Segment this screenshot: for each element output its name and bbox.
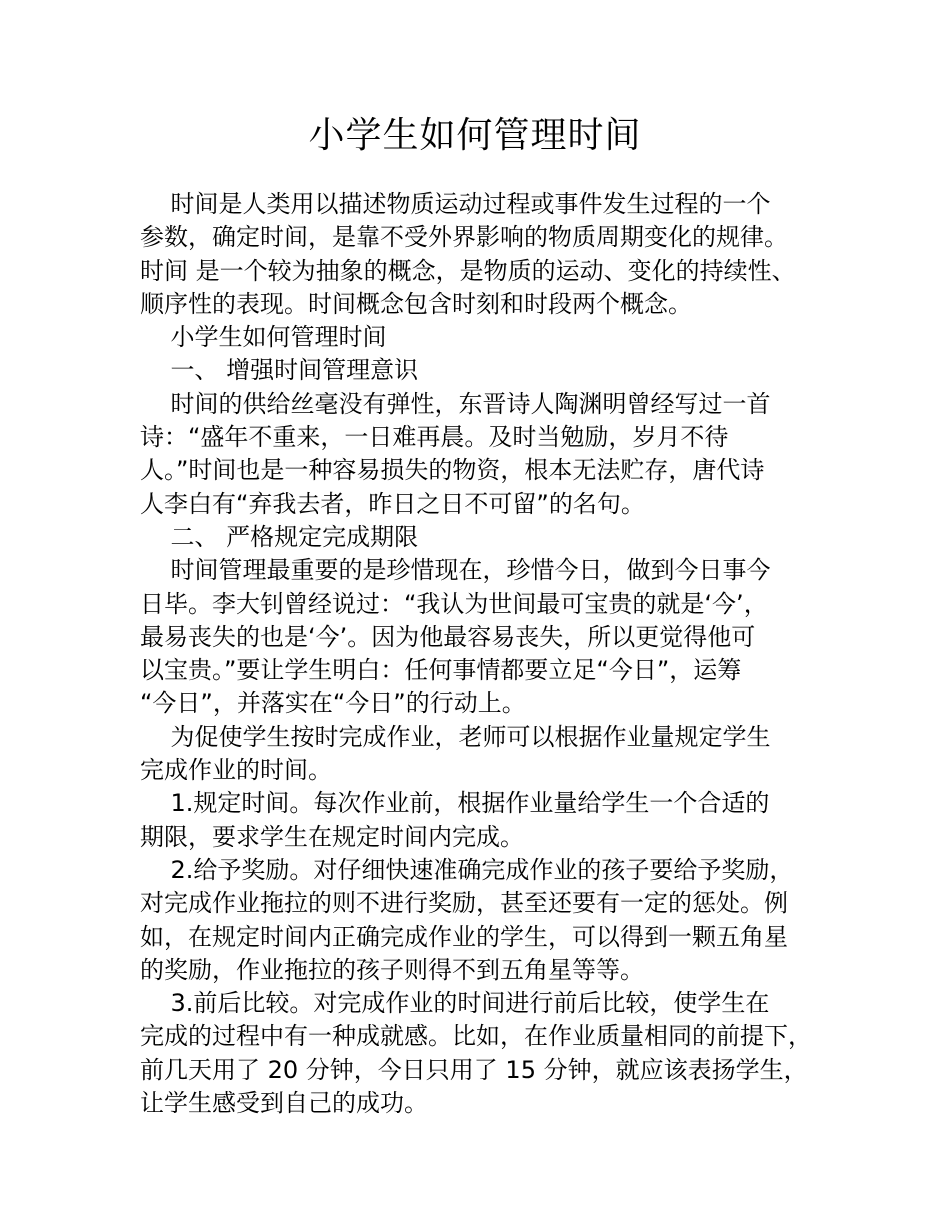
text-line: 时间是人类用以描述物质运动过程或事件发生过程的一个 <box>140 190 771 218</box>
text-line: 人李白有“弃我去者，昨日之日不可留”的名句。 <box>140 489 645 518</box>
section-heading-2: 二、 严格规定完成期限 <box>140 522 419 551</box>
text-line: 时间的供给丝毫没有弹性，东晋诗人陶渊明曾经写过一首 <box>140 389 771 418</box>
text-line: 诗：“盛年不重来，一日难再晨。及时当勉励，岁月不待 <box>140 423 729 452</box>
text-line: 前几天用了 20 分钟，今日只用了 15 分钟，就应该表扬学生， <box>140 1055 808 1084</box>
list-item-3: 3.前后比较。对完成作业的时间进行前后比较，使学生在 <box>140 989 770 1018</box>
text-line: “今日”，并落实在“今日”的行动上。 <box>140 689 526 718</box>
text-line: 时间管理最重要的是珍惜现在，珍惜今日，做到今日事今 <box>140 556 771 585</box>
subheading: 小学生如何管理时间 <box>140 323 387 352</box>
list-item-1: 1.规定时间。每次作业前，根据作业量给学生一个合适的 <box>140 789 770 818</box>
section-heading-1: 一、 增强时间管理意识 <box>140 356 419 385</box>
text-line: 参数，确定时间，是靠不受外界影响的物质周期变化的规律。 <box>140 223 788 252</box>
text-line: 人。”时间也是一种容易损失的物资，根本无法贮存，唐代诗 <box>140 456 765 485</box>
document-title: 小学生如何管理时间 <box>308 115 642 156</box>
text-line: 完成的过程中有一种成就感。比如，在作业质量相同的前提下， <box>140 1022 812 1051</box>
text-line: 对完成作业拖拉的则不进行奖励，甚至还要有一定的惩处。例 <box>140 889 788 918</box>
text-line: 的奖励，作业拖拉的孩子则得不到五角星等等。 <box>140 955 644 984</box>
list-item-2: 2.给予奖励。对仔细快速准确完成作业的孩子要给予奖励， <box>140 855 794 884</box>
text-line: 期限，要求学生在规定时间内完成。 <box>140 822 524 851</box>
text-line: 时间 是一个较为抽象的概念，是物质的运动、变化的持续性、 <box>140 256 796 285</box>
text-line: 为促使学生按时完成作业，老师可以根据作业量规定学生 <box>140 722 771 751</box>
text-line: 如，在规定时间内正确完成作业的学生，可以得到一颗五角星 <box>140 922 788 951</box>
text-line: 以宝贵。”要让学生明白：任何事情都要立足“今日”，运筹 <box>140 656 742 685</box>
document-body <box>140 188 812 1120</box>
text-line: 顺序性的表现。时间概念包含时刻和时段两个概念。 <box>140 289 692 318</box>
text-line: 最易丧失的也是‘今’。因为他最容易丧失，所以更觉得他可 <box>140 622 756 651</box>
text-line: 完成作业的时间。 <box>140 756 332 785</box>
text-line: 日毕。李大钊曾经说过：“我认为世间最可宝贵的就是‘今’， <box>140 589 768 618</box>
text-line: 让学生感受到自己的成功。 <box>140 1089 428 1118</box>
